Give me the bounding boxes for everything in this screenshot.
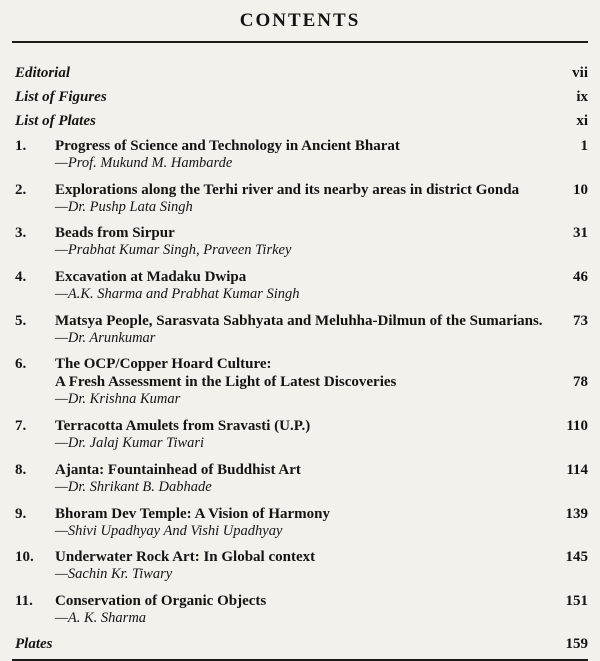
top-divider [12, 41, 588, 43]
entry-body [55, 592, 554, 628]
entry-title: Bhoram Dev Temple: A Vision of Harmony [55, 505, 331, 522]
entry-body [55, 505, 554, 541]
entry-number: 10. [15, 549, 34, 566]
page-number: 1 [580, 138, 588, 154]
page-title: CONTENTS [239, 10, 361, 31]
entry-title: Ajanta: Fountainhead of Buddhist Art [55, 461, 301, 478]
toc-entry-10 [12, 548, 588, 584]
entry-title: Underwater Rock Art: In Global context [55, 549, 316, 566]
entry-number: 4. [15, 269, 27, 286]
page-number: vii [572, 65, 588, 81]
front-matter-label: List of Figures [15, 89, 107, 105]
page-number: 159 [565, 635, 588, 652]
entry-author: —A. K. Sharma [55, 609, 147, 626]
back-matter-row-plates [12, 636, 588, 653]
page-number: 114 [566, 461, 588, 478]
entry-title: Matsya People, Sarasvata Sabhyata and Meluhha-Dilmun of the Sumarians. [55, 312, 543, 329]
front-matter-row-editorial [12, 65, 588, 82]
page-number: 145 [565, 549, 588, 566]
entry-author: —Shivi Upadhyay And Vishi Upadhyay [55, 522, 283, 539]
back-matter-label: Plates [15, 635, 53, 652]
entry-author: —Dr. Arunkumar [55, 329, 156, 346]
toc-entry-6 [12, 355, 588, 409]
entry-body [55, 137, 554, 173]
front-matter-row-list-of-figures [12, 89, 588, 106]
entry-body [55, 268, 554, 304]
front-matter-label: List of Plates [15, 113, 96, 129]
bottom-divider [12, 659, 588, 661]
entry-number: 2. [15, 181, 27, 198]
entry-author: —Dr. Krishna Kumar [55, 391, 181, 408]
entry-number: 11. [15, 592, 33, 609]
entry-author: —Dr. Pushp Lata Singh [55, 198, 193, 215]
toc-entry-9 [12, 505, 588, 541]
front-matter-label: Editorial [15, 65, 71, 81]
entry-author: —Prof. Mukund M. Hambarde [55, 155, 233, 171]
page-number: 110 [566, 418, 588, 435]
page-number: 46 [573, 269, 588, 286]
entry-author: —Dr. Shrikant B. Dabhade [55, 478, 212, 495]
entry-title: Beads from Sirpur [55, 225, 175, 242]
entry-number: 1. [15, 138, 27, 154]
entry-title: Explorations along the Terhi river and its nearby areas in district Gonda [55, 181, 520, 198]
entry-author: —Dr. Jalaj Kumar Tiwari [55, 435, 205, 452]
toc-entry-3 [12, 224, 588, 260]
entry-author: —Sachin Kr. Tiwary [55, 566, 173, 583]
page-number: 73 [573, 312, 588, 329]
toc-entry-4 [12, 268, 588, 304]
front-matter-row-list-of-plates [12, 113, 588, 130]
entry-number: 7. [15, 418, 27, 435]
entry-number: 5. [15, 312, 27, 329]
entry-author: —Prabhat Kumar Singh, Praveen Tirkey [55, 242, 292, 259]
entry-body [55, 181, 554, 217]
entry-title: Progress of Science and Technology in Ancient Bharat [55, 138, 400, 154]
entry-author: —A.K. Sharma and Prabhat Kumar Singh [55, 286, 300, 303]
toc-entry-5 [12, 312, 588, 348]
entry-body [55, 355, 554, 409]
entry-number: 8. [15, 461, 27, 478]
entry-title: Terracotta Amulets from Sravasti (U.P.) [55, 418, 311, 435]
toc-entries [12, 137, 588, 628]
toc-entry-8 [12, 461, 588, 497]
entry-body [55, 417, 554, 453]
page-number: 78 [573, 374, 588, 391]
toc-entry-7 [12, 417, 588, 453]
entry-body [55, 548, 554, 584]
toc-entry-11 [12, 592, 588, 628]
entry-body [55, 312, 554, 348]
page-number: 31 [573, 225, 588, 242]
page-number: 139 [565, 505, 588, 522]
entry-title: Excavation at Madaku Dwipa [55, 269, 247, 286]
page-number: 10 [573, 181, 588, 198]
entry-title: Conservation of Organic Objects [55, 592, 267, 609]
page-number: 151 [565, 592, 588, 609]
toc-entry-1 [12, 137, 588, 173]
entry-body [55, 224, 554, 260]
page-number: xi [576, 113, 588, 129]
entry-number: 3. [15, 225, 27, 242]
entry-title-line1: The OCP/Copper Hoard Culture: [55, 356, 272, 373]
entry-number: 9. [15, 505, 27, 522]
entry-number: 6. [15, 356, 27, 373]
entry-title-line2: A Fresh Assessment in the Light of Latest Discoveries [55, 374, 397, 391]
page-number: ix [576, 89, 588, 105]
toc-entry-2 [12, 181, 588, 217]
entry-body [55, 461, 554, 497]
